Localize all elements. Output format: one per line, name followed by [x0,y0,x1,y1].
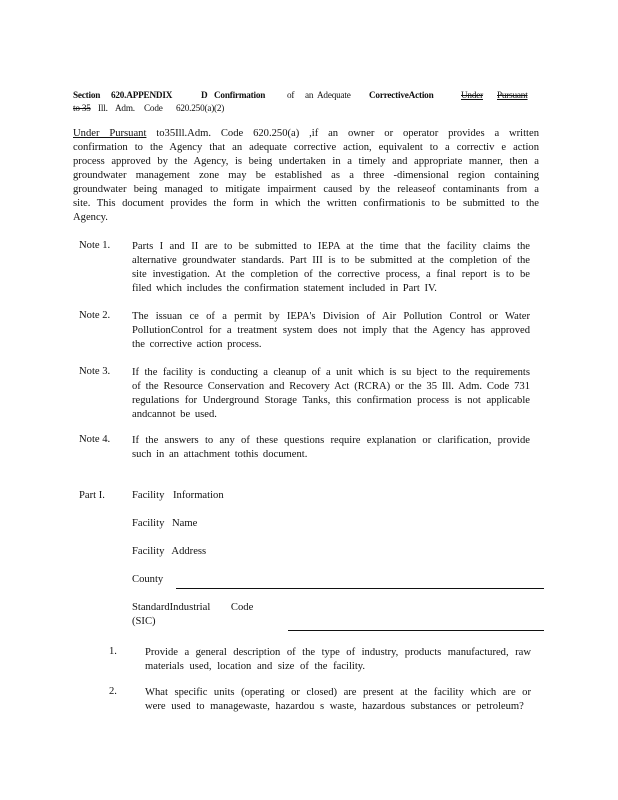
sic-label: (SIC) [132,616,156,627]
header-pursuant-struck: Pursuant [497,90,528,100]
header-an: an [305,90,314,100]
header-adm: Adm. [115,103,135,113]
note-3-label: Note 3. [79,366,111,377]
header-letter: D [201,90,208,100]
note-1-text: Parts I and II are to be submitted to IEPA at the time that the facility claims the alternative groundwater standards. Part III is to be submitted at the completion of the site investigation. At the completion of the corrective process, a final report is to be filed which includes the confirmation statement included in Part IV. [132,241,530,294]
header-to35-struck: to 35 [73,103,91,113]
question-2-text: What specific units (operating or closed) are present at the facility which are or were used to managewaste, hazardou s waste, hazardous substances or petroleum? [145,687,531,712]
intro-text: to35Ill.Adm. Code 620.250(a) ,if an owner or operator provides a written confirmation to the Agency that an adequate corrective action, equivalent to a correctiv e action process approved by the Agency, is being undertaken in a timely and appropriate manner, then a groundwater management zone may be established as a three -dimensional region containing groundwater being managed to mitigate impairment caused by the releaseof contaminants from a site. This document provides the form in which the written confirmationis to be submitted to the Agency. [73,128,540,223]
note-4-text: If the answers to any of these questions require explanation or clarification, provide such in an attachment tothis document. [132,435,530,460]
header-of: of [287,90,295,100]
note-1-label: Note 1. [79,240,111,251]
sic-input-line[interactable] [288,630,544,631]
note-3-text: If the facility is conducting a cleanup of a unit which is su bject to the requirements of the Resource Conservation and Recovery Act (RCRA) or the 35 Ill. Adm. Code 731 regulations for Underground Storage Tanks, this confirmation process is not applicable andcannot be used. [132,367,530,420]
question-2-number: 2. [109,686,117,697]
county-input-line[interactable] [176,588,544,589]
header-corrective-action: CorrectiveAction [369,90,434,100]
note-2-text: The issuan ce of a permit by IEPA's Division of Air Pollution Control or Water PollutionControl for a treatment system does not imply that the Agency has approved the corrective action process. [132,311,530,350]
header-ill: Ill. [98,103,108,113]
note-2-label: Note 2. [79,310,111,321]
header-citation: 620.250(a)(2) [176,103,225,113]
header-code: Code [144,103,163,113]
header-adequate: Adequate [317,90,351,100]
header-appendix: 620.APPENDIX [111,90,173,100]
part-1-label: Part I. [79,490,105,501]
note-4-label: Note 4. [79,434,111,445]
facility-address-label: Facility Address [132,546,207,557]
question-1-text: Provide a general description of the type of industry, products manufactured, raw materials used, location and size of the facility. [145,647,531,672]
intro-paragraph [73,127,539,225]
part-1-title: Facility Information [132,490,224,501]
header-confirmation: Confirmation [214,90,266,100]
sic-code-label: StandardIndustrial Code [132,602,254,613]
header-section: Section [73,90,101,100]
county-label: County [132,574,164,585]
intro-lead: Under Pursuant [73,128,147,139]
question-1-number: 1. [109,646,117,657]
header-under-struck: Under [461,90,483,100]
facility-name-label: Facility Name [132,518,198,529]
